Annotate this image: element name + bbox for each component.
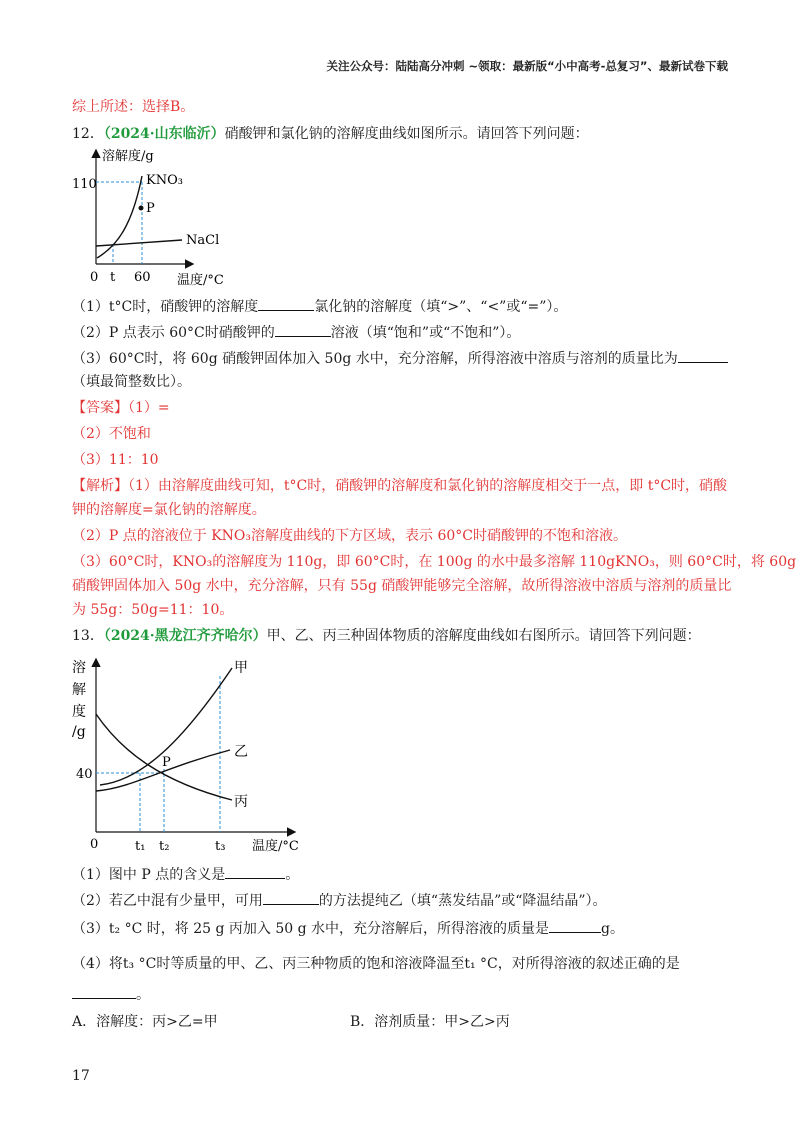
q12-point-p [139,206,144,211]
q13-sub3-temp: t₂ °C [108,921,143,937]
q12-number: 12． [72,126,104,142]
q13-tick-t2: t₂ [159,839,170,854]
q12-title [72,124,589,144]
q12-analysis-tag: 【解析】 [72,478,128,494]
q13-sub4-text-b: 时等质量的甲、乙、丙三种物质的饱和溶液降温至 [156,956,465,972]
q12-sub2-text-b: 溶液（填“饱和”或“不饱和”）。 [330,325,521,341]
q13-tick-t3: t₃ [215,839,226,854]
q13-sub3-text-a: （3） [72,921,109,937]
q12-source: （2024·山东临沂） [103,126,225,142]
q13-sub1-blank[interactable] [225,864,285,879]
q13-sub4-blank[interactable] [72,984,136,999]
page-number: 17 [72,1068,90,1084]
q13-stem: 甲、乙、丙三种固体物质的溶解度曲线如右图所示。请回答下列问题： [266,628,701,644]
q13-sub2-text-a: （2）若乙中混有少量甲，可用 [72,893,263,909]
q13-title [72,626,701,646]
summary-line: 综上所述：选择B。 [72,99,195,115]
q13-number: 13． [72,628,104,644]
q12-tick-60: 60 [134,270,151,285]
q12-analysis-3b: 硝酸钾固体加入 50g 水中，充分溶解，只有 55g 硝酸钾能够完全溶解，故所得溶液中溶质与溶剂的质量比 [72,578,732,594]
q12-analysis-1a [72,476,727,496]
q12-sub1-text-b: 氯化钠的溶解度（填“>”、“<”或“=”）。 [314,299,568,315]
q12-solubility-chart [72,146,252,292]
q13-sub4-text-c: ，对所得溶液的叙述正确的是 [497,956,680,972]
q13-tick-t1: t₁ [135,839,146,854]
q12-label-nacl: NaCl [186,233,220,248]
q12-tick-t: t [110,270,116,285]
q12-sub2-text-a: （2）P 点表示 60°C时硝酸钾的 [72,325,275,341]
q13-sub4 [72,954,680,974]
q13-sub3-text-b: 时，将 25 g 丙加入 50 g 水中，充分溶解后，所得溶液的质量是 [142,921,550,937]
q12-analysis-3c: 为 55g：50g=11：10。 [72,602,234,618]
q13-ylabel-1: 溶 [72,660,86,676]
q12-sub3 [72,348,728,369]
q12-sub2 [72,322,520,343]
q13-ylabel-4: /g [72,724,86,740]
q13-sub4-temp-t3: t₃ °C [122,956,157,972]
page-header: 关注公众号：陆陆高分冲刺 ~领取：最新版“小中高考-总复习”、最新试卷下载 [326,59,728,73]
q13-sub3-text-c: g。 [601,921,624,937]
q12-answer-tag: 【答案】 [72,400,128,416]
q13-sub4-text-a: （4）将 [72,956,123,972]
q13-sub1 [72,864,299,885]
q13-label-bing: 丙 [234,794,248,810]
q13-option-a[interactable]: A．溶解度：丙>乙=甲 [72,1014,218,1030]
q13-sub3 [72,918,624,939]
q13-sub2-text-b: 的方法提纯乙（填“蒸发结晶”或“降温结晶”）。 [318,893,607,909]
q13-ylabel-2: 解 [72,682,86,698]
q13-sub4-text-d: 。 [136,987,150,1003]
q12-sub3-text-a: （3）60°C时，将 60g 硝酸钾固体加入 50g 水中，充分溶解，所得溶液中溶质与溶剂的质量比为 [72,351,678,367]
q12-answer-2: （2）不饱和 [72,426,151,442]
q13-sub4-temp-t1: t₁ °C [464,956,498,972]
q13-option-b[interactable]: B．溶剂质量：甲>乙>丙 [350,1014,510,1030]
q13-tick-40: 40 [76,767,93,782]
q12-stem: 硝酸钾和氯化钠的溶解度曲线如图所示。请回答下列问题： [224,126,589,142]
q13-label-p: P [162,755,171,770]
q12-sub3-blank[interactable] [678,348,728,363]
q13-origin: 0 [90,837,99,852]
q12-label-p: P [146,201,155,216]
q12-analysis-3a: （3）60°C时，KNO₃的溶解度为 110g，即 60°C时，在 100g 的水中最多溶解 110gKNO₃，则 60°C时，将 60g [72,554,797,570]
q12-sub3-cont: （填最简整数比）。 [72,374,191,390]
q12-sub1 [72,296,567,317]
q12-origin: 0 [90,270,99,285]
q13-sub1-text-b: 。 [285,867,300,883]
q12-sub1-blank[interactable] [258,296,314,311]
q13-xlabel: 温度/°C [252,839,299,854]
q13-sub1-text-a: （1）图中 P 点的含义是 [72,867,226,883]
q13-label-yi: 乙 [234,744,248,760]
q12-sub1-text-a: （1）t°C时，硝酸钾的溶解度 [72,299,259,315]
q13-label-jia: 甲 [234,660,248,676]
q12-analysis1a-text: （1）由溶解度曲线可知，t°C时，硝酸钾的溶解度和氯化钠的溶解度相交于一点，即 t°C时，硝酸 [128,478,728,494]
q13-ylabel-3: 度 [72,704,86,720]
q13-sub2 [72,890,607,911]
q13-source: （2024·黑龙江齐齐哈尔） [103,628,267,644]
q12-tick-110: 110 [72,177,97,192]
q12-answer-3: （3）11：10 [72,452,159,468]
q12-label-kno3: KNO₃ [146,173,183,188]
q13-sub4-cont [72,984,150,1005]
q12-analysis-1b: 钾的溶解度=氯化钠的溶解度。 [72,502,266,518]
q12-xlabel: 温度/°C [177,273,224,288]
q12-nacl-curve [96,240,182,246]
q13-solubility-chart [72,652,312,858]
q12-analysis-2: （2）P 点的溶液位于 KNO₃溶解度曲线的下方区域，表示 60°C时硝酸钾的不饱和溶液。 [72,528,628,544]
q12-sub2-blank[interactable] [275,322,331,337]
q13-sub2-blank[interactable] [263,890,319,905]
q12-answer-1 [72,398,170,418]
q13-sub3-blank[interactable] [549,918,601,933]
q12-ylabel: 溶解度/g [102,149,154,164]
q12-answer1-text: （1）= [128,400,170,416]
